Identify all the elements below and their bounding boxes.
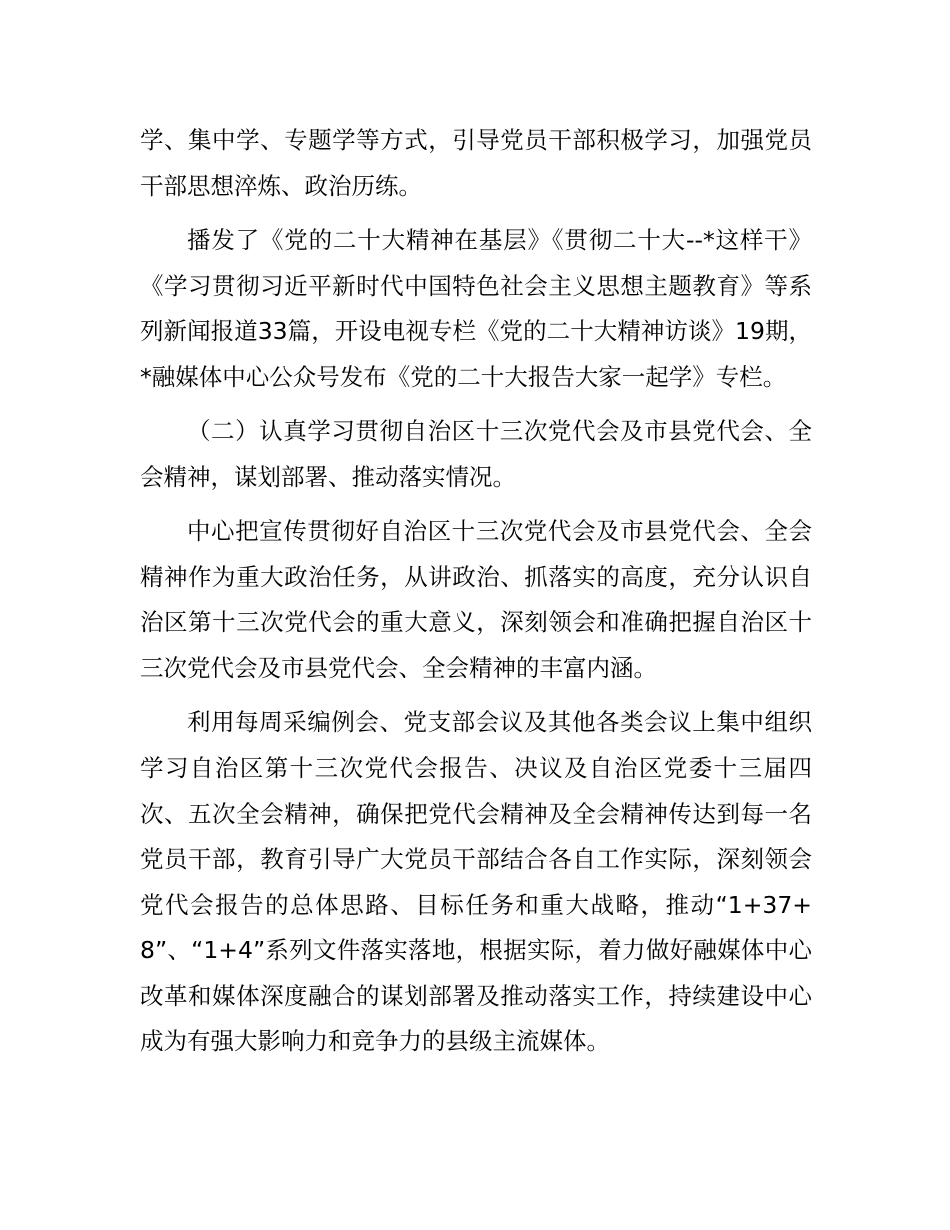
- section-heading-2: （二）认真学习贯彻自治区十三次党代会及市县党代会、全会精神，谋划部署、推动落实情况。: [140, 417, 812, 491]
- paragraph-news-reports: 播发了《党的二十大精神在基层》《贯彻二十大--*这样干》《学习贯彻习近平新时代中国特色社会主义思想主题教育》等系列新闻报道33篇，开设电视专栏《党的二十大精神访谈》19期，*融媒体中心公众号发布《党的二十大报告大家一起学》专栏。: [140, 225, 812, 391]
- paragraph-continuation: 学、集中学、专题学等方式，引导党员干部积极学习，加强党员干部思想淬炼、政治历练。: [140, 126, 812, 200]
- document-body: [140, 118, 812, 1074]
- paragraph-weekly-meetings: 利用每周采编例会、党支部会议及其他各类会议上集中组织学习自治区第十三次党代会报告、决议及自治区党委十三届四次、五次全会精神，确保把党代会精神及全会精神传达到每一名党员干部，教育引导广大党员干部结合各自工作实际，深刻领会党代会报告的总体思路、目标任务和重大战略，推动“1+37+8”、“1+4”系列文件落实落地，根据实际，着力做好融媒体中心改革和媒体深度融合的谋划部署及推动落实工作，持续建设中心成为有强大影响力和竞争力的县级主流媒体。: [140, 708, 812, 1056]
- paragraph-congress-spirit: 中心把宣传贯彻好自治区十三次党代会及市县党代会、全会精神作为重大政治任务，从讲政治、抓落实的高度，充分认识自治区第十三次党代会的重大意义，深刻领会和准确把握自治区十三次党代会及市县党代会、全会精神的丰富内涵。: [140, 517, 812, 682]
